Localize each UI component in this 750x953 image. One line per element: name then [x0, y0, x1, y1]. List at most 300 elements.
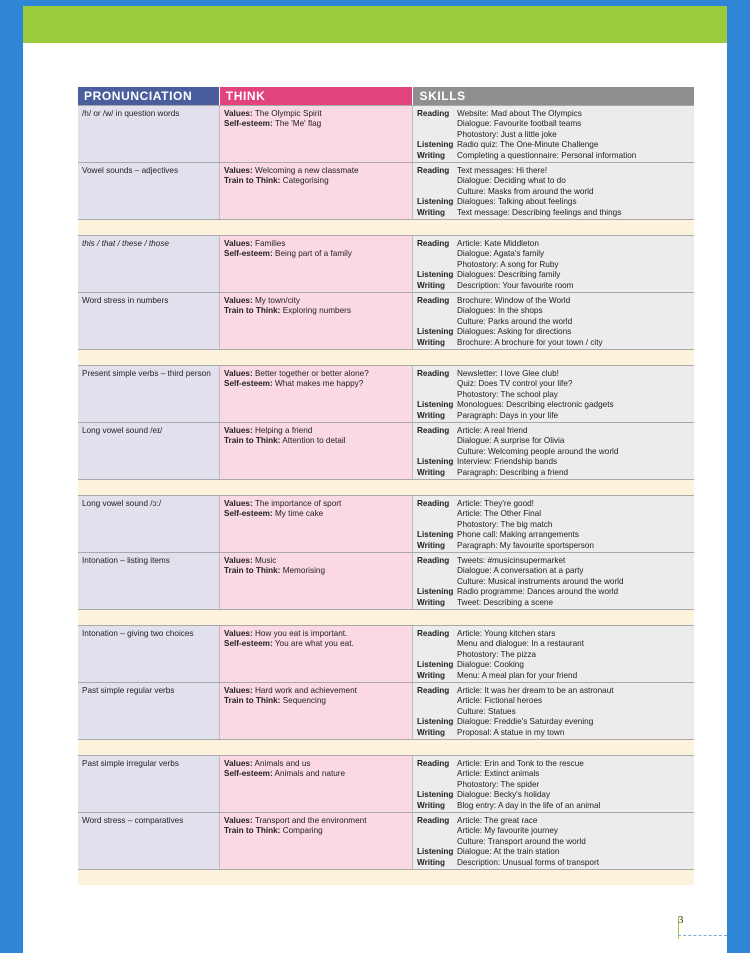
- skill-type: Listening: [417, 327, 454, 337]
- skill-text: Dialogue: Freddie's Saturday evening: [457, 717, 594, 727]
- table-row: [78, 495, 694, 553]
- skill-line: [417, 270, 691, 280]
- contents-table: [78, 87, 694, 885]
- think-cell: [219, 813, 412, 869]
- pronunciation-text: Word stress – comparatives: [82, 816, 184, 825]
- skill-line: [417, 239, 691, 249]
- skill-type: Listening: [417, 847, 454, 857]
- skill-text: Photostory: The school play: [457, 389, 558, 399]
- skill-type: [417, 379, 457, 389]
- think-label: Self-esteem:: [224, 119, 273, 129]
- skill-text: Culture: Statues: [457, 706, 516, 716]
- skill-type: [417, 260, 457, 270]
- skill-type: Reading: [417, 499, 450, 508]
- skill-text: Dialogue: A surprise for Olivia: [457, 436, 565, 446]
- skill-line: [417, 436, 691, 446]
- think-text: How you eat is important.: [254, 629, 348, 638]
- skill-text: Text message: Describing feelings and things: [457, 207, 622, 217]
- skill-type: Listening: [417, 790, 454, 800]
- skill-line: [417, 119, 691, 129]
- skill-text: Description: Your favourite room: [457, 280, 574, 290]
- skill-line: [417, 197, 691, 207]
- think-line: [224, 306, 409, 316]
- skill-type: [417, 447, 457, 457]
- skill-text: Dialogue: At the train station: [457, 847, 560, 857]
- skill-line: [417, 780, 691, 790]
- skill-text: Blog entry: A day in the life of an animal: [457, 800, 601, 810]
- pronunciation-text: Long vowel sound /eɪ/: [82, 426, 163, 435]
- think-line: [224, 166, 409, 176]
- table-row: [78, 293, 694, 350]
- think-label: Values:: [224, 426, 253, 435]
- think-label: Self-esteem:: [224, 379, 273, 389]
- skill-line: [417, 707, 691, 717]
- skill-line: [417, 717, 691, 727]
- skill-type: [417, 306, 457, 316]
- skills-cell: [412, 496, 694, 552]
- skill-line: [417, 379, 691, 389]
- skills-cell: [412, 163, 694, 219]
- think-label: Values:: [224, 556, 253, 565]
- skill-text: Article: A real friend: [457, 426, 528, 435]
- skill-text: Monologues: Describing electronic gadgets: [457, 400, 614, 410]
- skill-text: Interview: Friendship bands: [457, 457, 558, 467]
- think-text: Music: [254, 556, 277, 565]
- think-text: The Olympic Spirit: [254, 109, 322, 118]
- skill-line: [417, 650, 691, 660]
- skills-cell: [412, 683, 694, 739]
- skill-line: [417, 130, 691, 140]
- skill-type: Listening: [417, 270, 454, 280]
- skill-text: Culture: Parks around the world: [457, 316, 573, 326]
- think-label: Values:: [224, 629, 253, 638]
- skill-line: [417, 660, 691, 670]
- skill-text: Photostory: The spider: [457, 779, 540, 789]
- skill-text: Dialogue: Favourite football teams: [457, 119, 582, 129]
- skill-text: Proposal: A statue in my town: [457, 727, 565, 737]
- think-label: Values:: [224, 759, 253, 768]
- skill-text: Brochure: Window of the World: [457, 296, 571, 305]
- think-line: [224, 296, 409, 306]
- think-line: [224, 759, 409, 769]
- think-text: Animals and us: [254, 759, 311, 768]
- book-page: [23, 6, 727, 953]
- think-label: Self-esteem:: [224, 509, 273, 519]
- skill-line: [417, 447, 691, 457]
- skill-type: [417, 566, 457, 576]
- skill-text: Article: They're good!: [457, 499, 534, 508]
- think-line: [224, 696, 409, 706]
- pronunciation-cell: [78, 423, 219, 479]
- skill-line: [417, 499, 691, 509]
- unit-separator: [78, 350, 694, 365]
- skills-cell: [412, 756, 694, 812]
- skill-text: Photostory: Just a little joke: [457, 129, 557, 139]
- skill-text: Article: It was her dream to be an astronaut: [457, 686, 614, 695]
- skill-line: [417, 587, 691, 597]
- skill-type: Reading: [417, 556, 450, 565]
- pronunciation-header: PRONUNCIATION: [78, 87, 219, 105]
- skill-text: Dialogues: In the shops: [457, 306, 543, 316]
- skill-type: Listening: [417, 197, 454, 207]
- skill-type: [417, 837, 457, 847]
- skill-type: [417, 577, 457, 587]
- skill-text: Radio programme: Dances around the world: [457, 587, 619, 597]
- skill-line: [417, 249, 691, 259]
- skill-type: [417, 187, 457, 197]
- skill-text: Article: The Other Final: [457, 509, 542, 519]
- pronunciation-text: Intonation – giving two choices: [82, 629, 194, 638]
- skills-header: SKILLS: [413, 87, 694, 105]
- skill-type: Reading: [417, 369, 450, 378]
- skill-text: Menu: A meal plan for your friend: [457, 670, 578, 680]
- pronunciation-text: this / that / these / those: [82, 239, 169, 248]
- skill-line: [417, 187, 691, 197]
- think-line: [224, 566, 409, 576]
- skill-line: [417, 166, 691, 176]
- skill-type: [417, 650, 457, 660]
- skill-type: [417, 639, 457, 649]
- skill-type: Writing: [417, 337, 446, 347]
- skill-line: [417, 306, 691, 316]
- skill-line: [417, 281, 691, 291]
- pronunciation-text: Past simple irregular verbs: [82, 759, 179, 768]
- think-line: [224, 826, 409, 836]
- skill-text: Article: My favourite journey: [457, 826, 559, 836]
- skill-line: [417, 629, 691, 639]
- skill-type: Writing: [417, 800, 446, 810]
- skill-type: [417, 696, 457, 706]
- skill-text: Photostory: The pizza: [457, 649, 537, 659]
- skill-line: [417, 520, 691, 530]
- table-row: [78, 423, 694, 480]
- unit-separator: [78, 870, 694, 885]
- skill-line: [417, 847, 691, 857]
- skill-text: Radio quiz: The One-Minute Challenge: [457, 140, 599, 150]
- pronunciation-cell: [78, 626, 219, 682]
- skills-cell: [412, 553, 694, 609]
- think-text: Memorising: [282, 566, 326, 576]
- skills-cell: [412, 626, 694, 682]
- skill-text: Photostory: The big match: [457, 519, 553, 529]
- skill-text: Dialogue: Becky's holiday: [457, 790, 551, 800]
- skill-line: [417, 598, 691, 608]
- skill-text: Dialogue: A conversation at a party: [457, 566, 584, 576]
- skill-text: Photostory: A song for Ruby: [457, 259, 559, 269]
- skill-text: Quiz: Does TV control your life?: [457, 379, 573, 389]
- table-row: [78, 163, 694, 220]
- skill-type: Writing: [417, 597, 446, 607]
- think-text: You are what you eat.: [274, 639, 354, 649]
- think-label: Values:: [224, 239, 253, 248]
- skill-text: Article: Fictional heroes: [457, 696, 543, 706]
- think-label: Values:: [224, 166, 253, 175]
- pronunciation-text: Past simple regular verbs: [82, 686, 175, 695]
- skill-text: Menu and dialogue: In a restaurant: [457, 639, 584, 649]
- skill-type: Reading: [417, 816, 450, 825]
- table-row: [78, 813, 694, 870]
- skill-type: [417, 707, 457, 717]
- think-line: [224, 369, 409, 379]
- think-cell: [219, 366, 412, 422]
- skill-line: [417, 671, 691, 681]
- skill-line: [417, 858, 691, 868]
- skill-type: Listening: [417, 717, 454, 727]
- think-line: [224, 119, 409, 129]
- think-line: [224, 379, 409, 389]
- think-label: Values:: [224, 109, 253, 118]
- skill-line: [417, 509, 691, 519]
- skill-type: Reading: [417, 686, 450, 695]
- skill-type: Listening: [417, 587, 454, 597]
- think-label: Train to Think:: [224, 436, 281, 446]
- skill-type: Listening: [417, 400, 454, 410]
- skill-line: [417, 769, 691, 779]
- skill-type: Writing: [417, 410, 446, 420]
- skill-text: Dialogues: Asking for directions: [457, 327, 572, 337]
- skill-line: [417, 338, 691, 348]
- skill-line: [417, 457, 691, 467]
- skill-type: Writing: [417, 207, 446, 217]
- think-line: [224, 816, 409, 826]
- skill-line: [417, 411, 691, 421]
- skill-line: [417, 317, 691, 327]
- think-cell: [219, 553, 412, 609]
- skill-line: [417, 826, 691, 836]
- think-cell: [219, 106, 412, 162]
- skill-text: Article: Erin and Tonk to the rescue: [457, 759, 584, 768]
- think-cell: [219, 496, 412, 552]
- skill-text: Article: Kate Middleton: [457, 239, 539, 248]
- skill-text: Dialogue: Cooking: [457, 660, 524, 670]
- skill-type: [417, 826, 457, 836]
- pronunciation-cell: [78, 236, 219, 292]
- skill-line: [417, 639, 691, 649]
- think-cell: [219, 626, 412, 682]
- skill-type: Writing: [417, 857, 446, 867]
- skill-text: Phone call: Making arrangements: [457, 530, 579, 540]
- skill-type: Writing: [417, 540, 446, 550]
- skill-type: Writing: [417, 150, 446, 160]
- think-label: Train to Think:: [224, 176, 281, 186]
- skill-type: [417, 769, 457, 779]
- pronunciation-cell: [78, 553, 219, 609]
- pronunciation-text: Present simple verbs – third person: [82, 369, 211, 378]
- skill-type: Reading: [417, 166, 450, 175]
- skill-line: [417, 369, 691, 379]
- skill-text: Article: Extinct animals: [457, 769, 540, 779]
- skill-type: Writing: [417, 467, 446, 477]
- think-label: Self-esteem:: [224, 639, 273, 649]
- think-cell: [219, 236, 412, 292]
- skill-type: Writing: [417, 280, 446, 290]
- skill-type: [417, 436, 457, 446]
- skill-text: Text messages: Hi there!: [457, 166, 548, 175]
- think-line: [224, 176, 409, 186]
- pronunciation-cell: [78, 106, 219, 162]
- think-label: Values:: [224, 369, 253, 378]
- think-line: [224, 556, 409, 566]
- skill-line: [417, 556, 691, 566]
- think-label: Values:: [224, 686, 253, 695]
- skill-text: Tweet: Describing a scene: [457, 597, 554, 607]
- think-line: [224, 436, 409, 446]
- think-text: What makes me happy?: [274, 379, 364, 389]
- think-label: Values:: [224, 816, 253, 825]
- table-row: [78, 235, 694, 293]
- skill-type: Reading: [417, 426, 450, 435]
- skill-line: [417, 260, 691, 270]
- skill-text: Paragraph: My favourite sportsperson: [457, 540, 594, 550]
- pronunciation-cell: [78, 366, 219, 422]
- pronunciation-cell: [78, 293, 219, 349]
- think-line: [224, 239, 409, 249]
- think-text: Sequencing: [282, 696, 326, 706]
- skills-cell: [412, 106, 694, 162]
- think-label: Values:: [224, 296, 253, 305]
- table-row: [78, 755, 694, 813]
- skill-text: Brochure: A brochure for your town / city: [457, 337, 603, 347]
- skill-type: Reading: [417, 296, 450, 305]
- skill-line: [417, 208, 691, 218]
- skill-text: Newsletter: I love Glee club!: [457, 369, 559, 378]
- skill-text: Culture: Musical instruments around the world: [457, 576, 624, 586]
- think-header: THINK: [220, 87, 413, 105]
- skill-text: Culture: Transport around the world: [457, 836, 586, 846]
- think-text: Comparing: [282, 826, 323, 836]
- skill-line: [417, 390, 691, 400]
- skill-type: [417, 119, 457, 129]
- skills-cell: [412, 423, 694, 479]
- think-label: Train to Think:: [224, 566, 281, 576]
- think-line: [224, 639, 409, 649]
- skill-text: Article: The great race: [457, 816, 538, 825]
- think-label: Train to Think:: [224, 306, 281, 316]
- skill-line: [417, 541, 691, 551]
- skill-type: Listening: [417, 457, 454, 467]
- pronunciation-text: Vowel sounds – adjectives: [82, 166, 179, 175]
- think-text: Better together or better alone?: [254, 369, 369, 378]
- think-cell: [219, 293, 412, 349]
- think-cell: [219, 756, 412, 812]
- think-label: Self-esteem:: [224, 249, 273, 259]
- skill-type: Reading: [417, 629, 450, 638]
- skill-type: Writing: [417, 670, 446, 680]
- skill-line: [417, 686, 691, 696]
- think-text: Attention to detail: [282, 436, 346, 446]
- think-label: Self-esteem:: [224, 769, 273, 779]
- skill-text: Culture: Masks from around the world: [457, 186, 594, 196]
- think-cell: [219, 423, 412, 479]
- think-text: Families: [254, 239, 286, 248]
- think-line: [224, 426, 409, 436]
- think-line: [224, 249, 409, 259]
- skill-text: Description: Unusual forms of transport: [457, 857, 599, 867]
- skill-type: Listening: [417, 140, 454, 150]
- skill-line: [417, 816, 691, 826]
- skill-text: Dialogues: Talking about feelings: [457, 197, 577, 207]
- skill-type: Listening: [417, 530, 454, 540]
- skill-type: Listening: [417, 660, 454, 670]
- pronunciation-cell: [78, 496, 219, 552]
- skill-type: [417, 176, 457, 186]
- skill-line: [417, 759, 691, 769]
- pronunciation-cell: [78, 813, 219, 869]
- skill-type: Writing: [417, 727, 446, 737]
- skill-line: [417, 296, 691, 306]
- think-line: [224, 769, 409, 779]
- skill-line: [417, 801, 691, 811]
- think-line: [224, 686, 409, 696]
- think-text: My town/city: [254, 296, 300, 305]
- skill-line: [417, 327, 691, 337]
- skill-text: Dialogue: Agata's family: [457, 249, 545, 259]
- unit-separator: [78, 610, 694, 625]
- pronunciation-text: Intonation – listing items: [82, 556, 170, 565]
- unit-separator: [78, 740, 694, 755]
- think-text: My time cake: [274, 509, 324, 519]
- table-row: [78, 553, 694, 610]
- skill-line: [417, 577, 691, 587]
- skill-type: Reading: [417, 109, 450, 118]
- think-text: Hard work and achievement: [254, 686, 357, 695]
- think-label: Train to Think:: [224, 696, 281, 706]
- skill-line: [417, 109, 691, 119]
- skill-type: [417, 130, 457, 140]
- unit-separator: [78, 480, 694, 495]
- pronunciation-cell: [78, 683, 219, 739]
- skills-cell: [412, 293, 694, 349]
- skill-line: [417, 400, 691, 410]
- think-label: Train to Think:: [224, 826, 281, 836]
- think-line: [224, 499, 409, 509]
- pronunciation-text: Word stress in numbers: [82, 296, 169, 305]
- skill-line: [417, 140, 691, 150]
- skill-text: Article: Young kitchen stars: [457, 629, 556, 638]
- page-number: 3: [678, 914, 684, 926]
- skill-type: [417, 780, 457, 790]
- skill-text: Culture: Welcoming people around the world: [457, 446, 619, 456]
- skill-text: Paragraph: Days in your life: [457, 410, 559, 420]
- think-text: Categorising: [282, 176, 329, 186]
- skill-text: Dialogues: Describing family: [457, 270, 561, 280]
- skill-line: [417, 696, 691, 706]
- skill-type: [417, 520, 457, 530]
- top-green-band: [23, 6, 727, 43]
- skill-line: [417, 151, 691, 161]
- pronunciation-cell: [78, 163, 219, 219]
- pronunciation-text: /h/ or /w/ in question words: [82, 109, 180, 118]
- skill-type: [417, 317, 457, 327]
- table-row: [78, 105, 694, 163]
- think-text: Transport and the environment: [254, 816, 367, 825]
- skills-cell: [412, 813, 694, 869]
- skill-text: Tweets: #musicinsupermarket: [457, 556, 566, 565]
- think-line: [224, 629, 409, 639]
- think-text: Welcoming a new classmate: [254, 166, 359, 175]
- skill-text: Paragraph: Describing a friend: [457, 467, 569, 477]
- skill-type: [417, 390, 457, 400]
- pronunciation-text: Long vowel sound /ɔ:/: [82, 499, 162, 508]
- skill-line: [417, 176, 691, 186]
- think-text: The 'Me' flag: [274, 119, 322, 129]
- skills-cell: [412, 366, 694, 422]
- table-row: [78, 625, 694, 683]
- table-row: [78, 683, 694, 740]
- skill-type: Reading: [417, 759, 450, 768]
- table-row: [78, 365, 694, 423]
- pronunciation-cell: [78, 756, 219, 812]
